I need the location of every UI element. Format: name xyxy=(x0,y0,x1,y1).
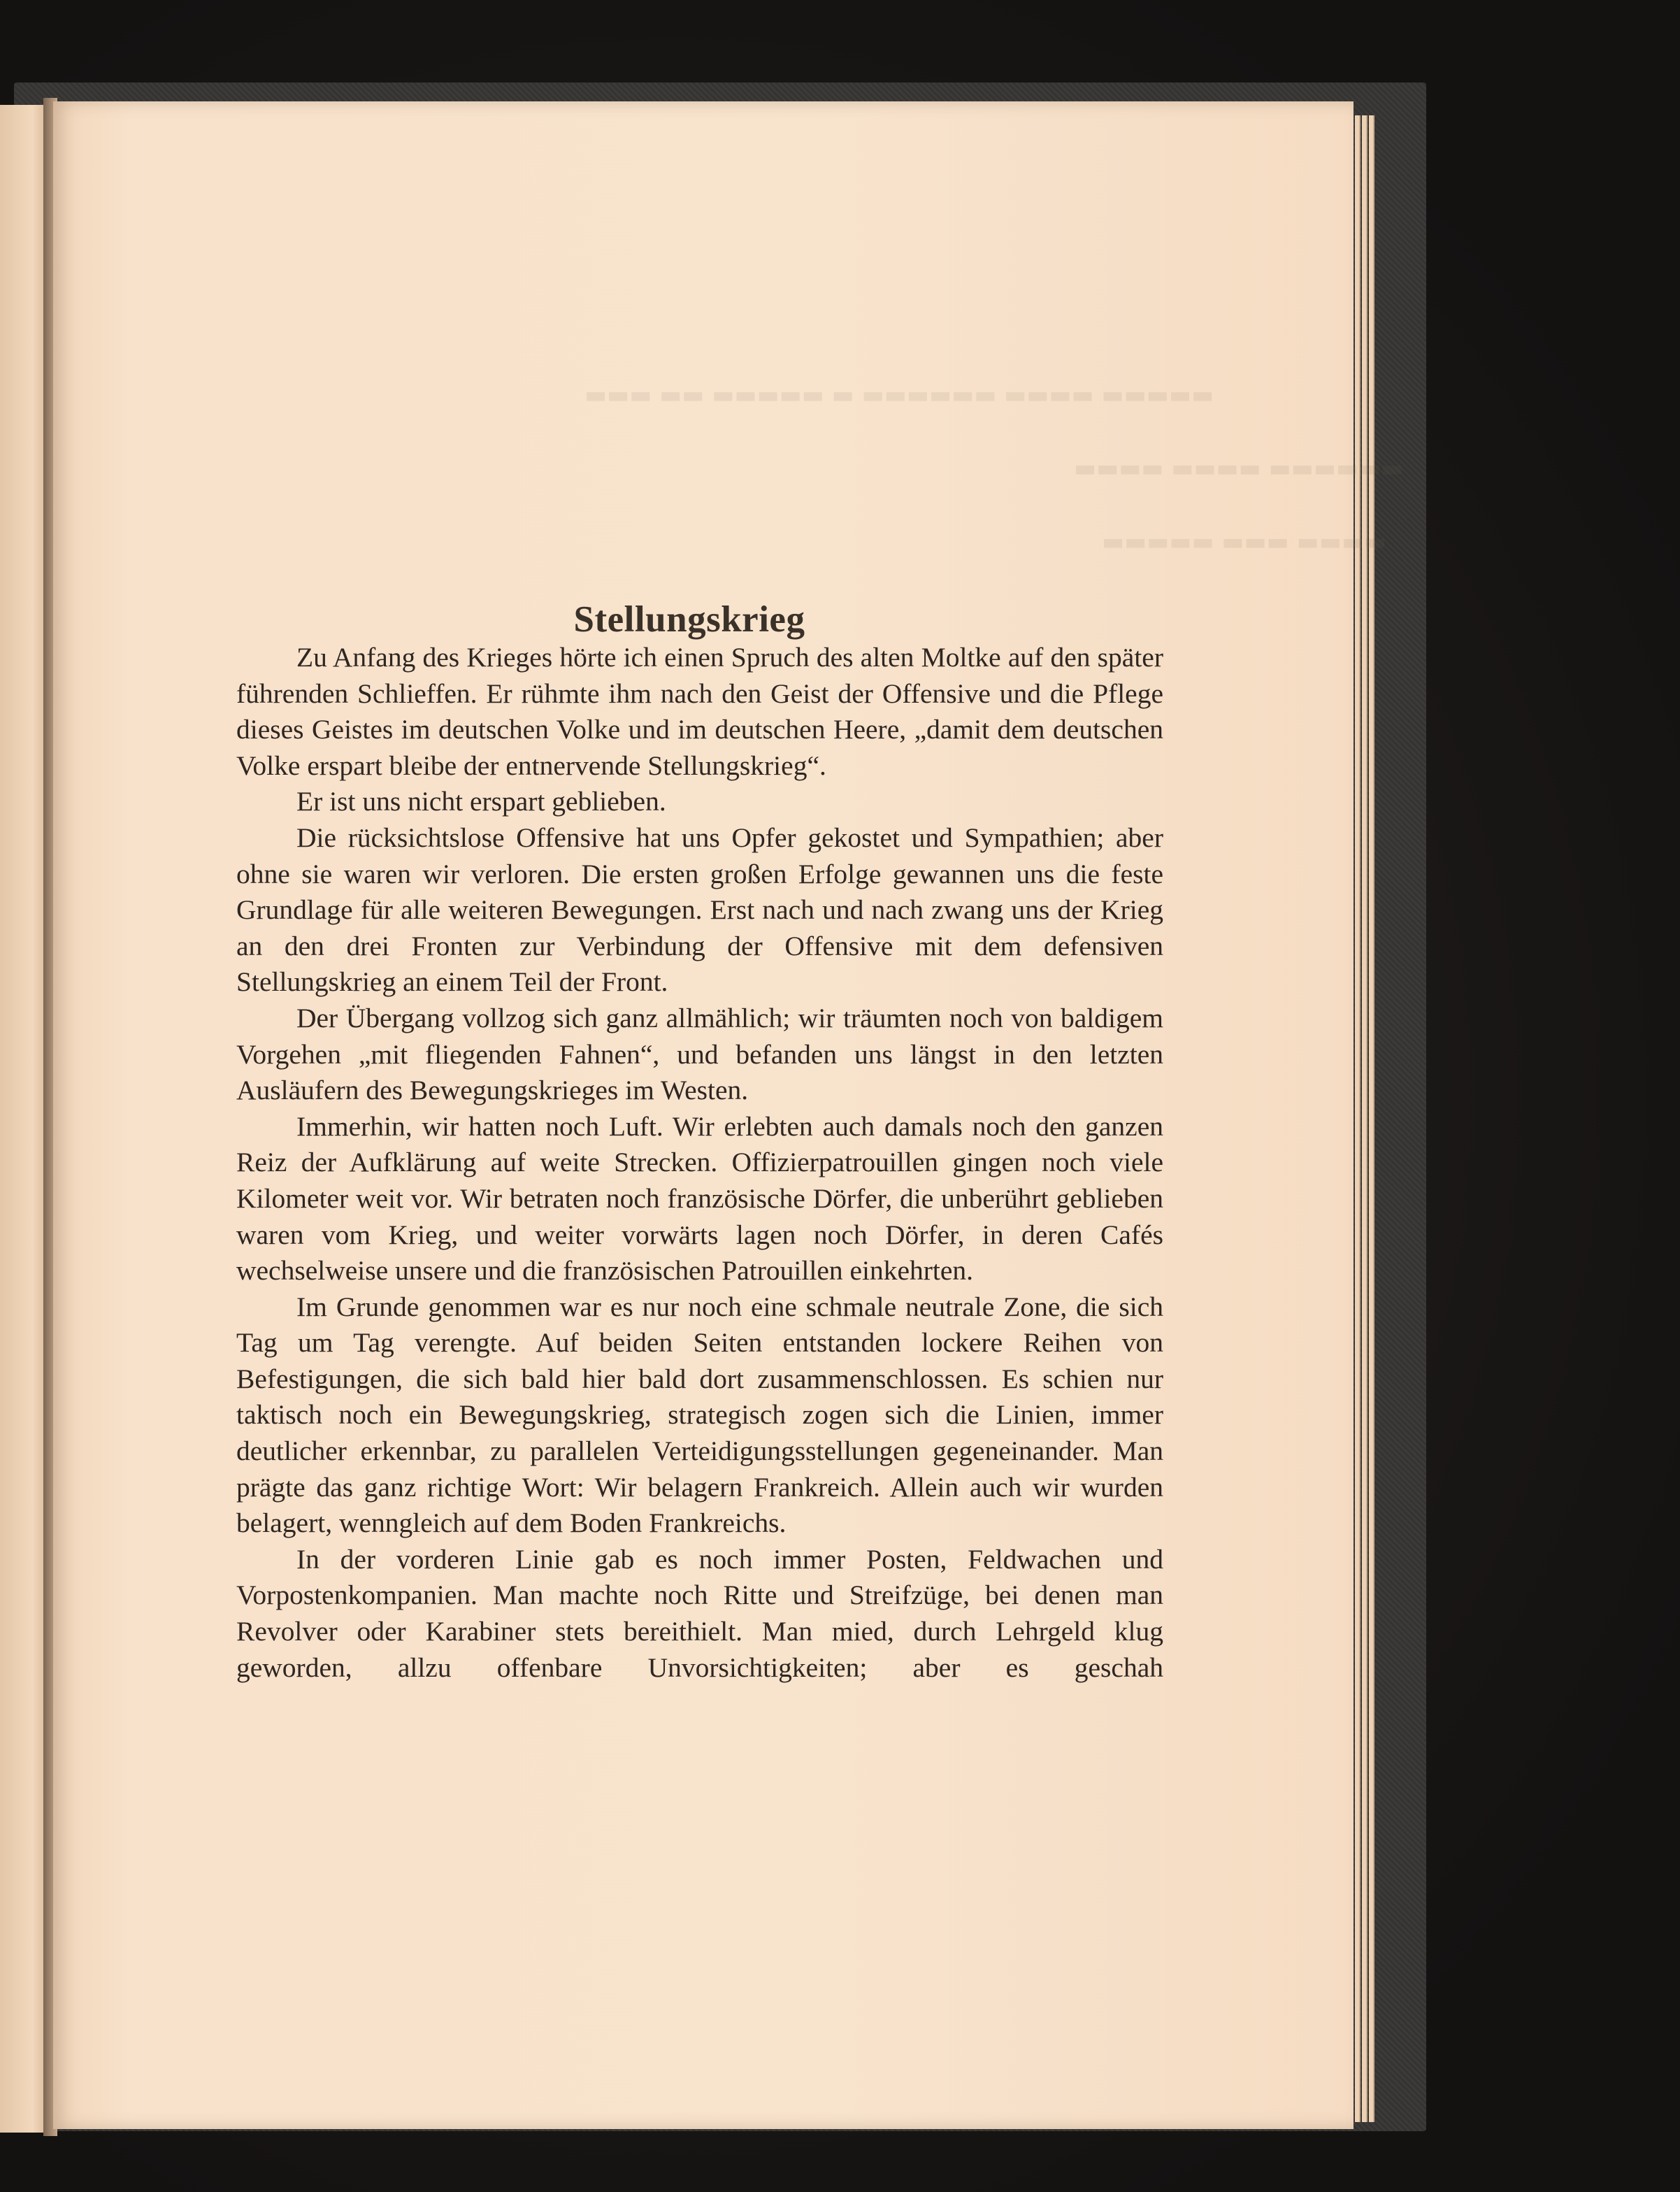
paragraph: In der vorderen Linie gab es noch immer Posten, Feldwachen und Vorpostenkompanien. Man machte noch Ritte und Streifzüge, bei denen man Revolver oder Karabiner stets bereithielt. Man mied, durch Lehrgeld klug geworden, allzu offenbare Unvorsichtigkeiten; aber es geschah xyxy=(236,1543,1163,1683)
page-stack-edge xyxy=(1369,115,1374,2122)
page-stack-edge xyxy=(1355,115,1360,2122)
show-through-text: ▬▬▬▬ ▬▬▬▬ ▬▬▬▬▬▬ xyxy=(1074,454,1404,482)
show-through-text: ▬▬▬ ▬▬ ▬▬▬▬▬ ▬ ▬▬▬▬▬▬ ▬▬▬▬ ▬▬▬▬▬ xyxy=(584,381,1214,409)
show-through-text: ▬▬▬▬▬ ▬▬▬ ▬▬▬▬ xyxy=(1102,528,1387,556)
paragraph: Im Grunde genommen war es nur noch eine schmale neutrale Zone, die sich Tag um Tag verengte. Auf beiden Seiten entstanden lockere Reihen von Befestigungen, die sich bald hier bald dort zusammenschlossen. Es schien nur taktisch noch ein Bewegungskrieg, strategisch zogen sich die Linien, immer deutlicher erkennbar, zu parallelen Verteidigungsstellungen gegeneinander. Man prägte das ganz richtige Wort: Wir belagern Frankreich. Allein auch wir wurden belagert, wenngleich auf dem Boden Frankreichs. xyxy=(236,1291,1163,1539)
book-page xyxy=(53,101,1404,2129)
paragraph: Immerhin, wir hatten noch Luft. Wir erlebten auch damals noch den ganzen Reiz der Aufklärung auf weite Strecken. Offizierpatrouillen gingen noch viele Kilometer weit vor. Wir betraten noch französische Dörfer, die unberührt geblieben waren vom Krieg, und weiter vorwärts lagen noch Dörfer, in deren Cafés wechselweise unsere und die französischen Patrouillen einkehrten. xyxy=(236,1110,1163,1287)
paragraph: Er ist uns nicht erspart geblieben. xyxy=(296,786,666,817)
facing-page-edge xyxy=(0,105,46,2133)
chapter-title: Stellungskrieg xyxy=(573,599,805,640)
paragraph: Die rücksichtslose Offensive hat uns Opfer gekostet und Sympathien; aber ohne sie waren wir verloren. Die ersten großen Erfolge gewannen uns die feste Grundlage für alle weiteren Bewegungen. Erst nach und nach zwang uns der Krieg an den drei Fronten zur Verbindung der Offensive mit dem defensiven Stellungskrieg an einem Teil der Front. xyxy=(236,822,1163,998)
paragraph: Zu Anfang des Krieges hörte ich einen Spruch des alten Moltke auf den später führenden Schlieffen. Er rühmte ihm nach den Geist der Offensive und die Pflege dieses Geistes im deutschen Volke und im deutschen Heere, „damit dem deutschen Volke erspart bleibe der entnervende Stellungskrieg“. xyxy=(236,642,1163,781)
page-stack-edge xyxy=(1362,115,1367,2122)
paragraph: Der Übergang vollzog sich ganz allmählich; wir träumten noch von baldigem Vorgehen „mit fliegenden Fahnen“, und befanden uns längst in den letzten Ausläufern des Bewegungskrieges im Westen. xyxy=(236,1002,1163,1106)
body-text xyxy=(236,640,1163,1686)
